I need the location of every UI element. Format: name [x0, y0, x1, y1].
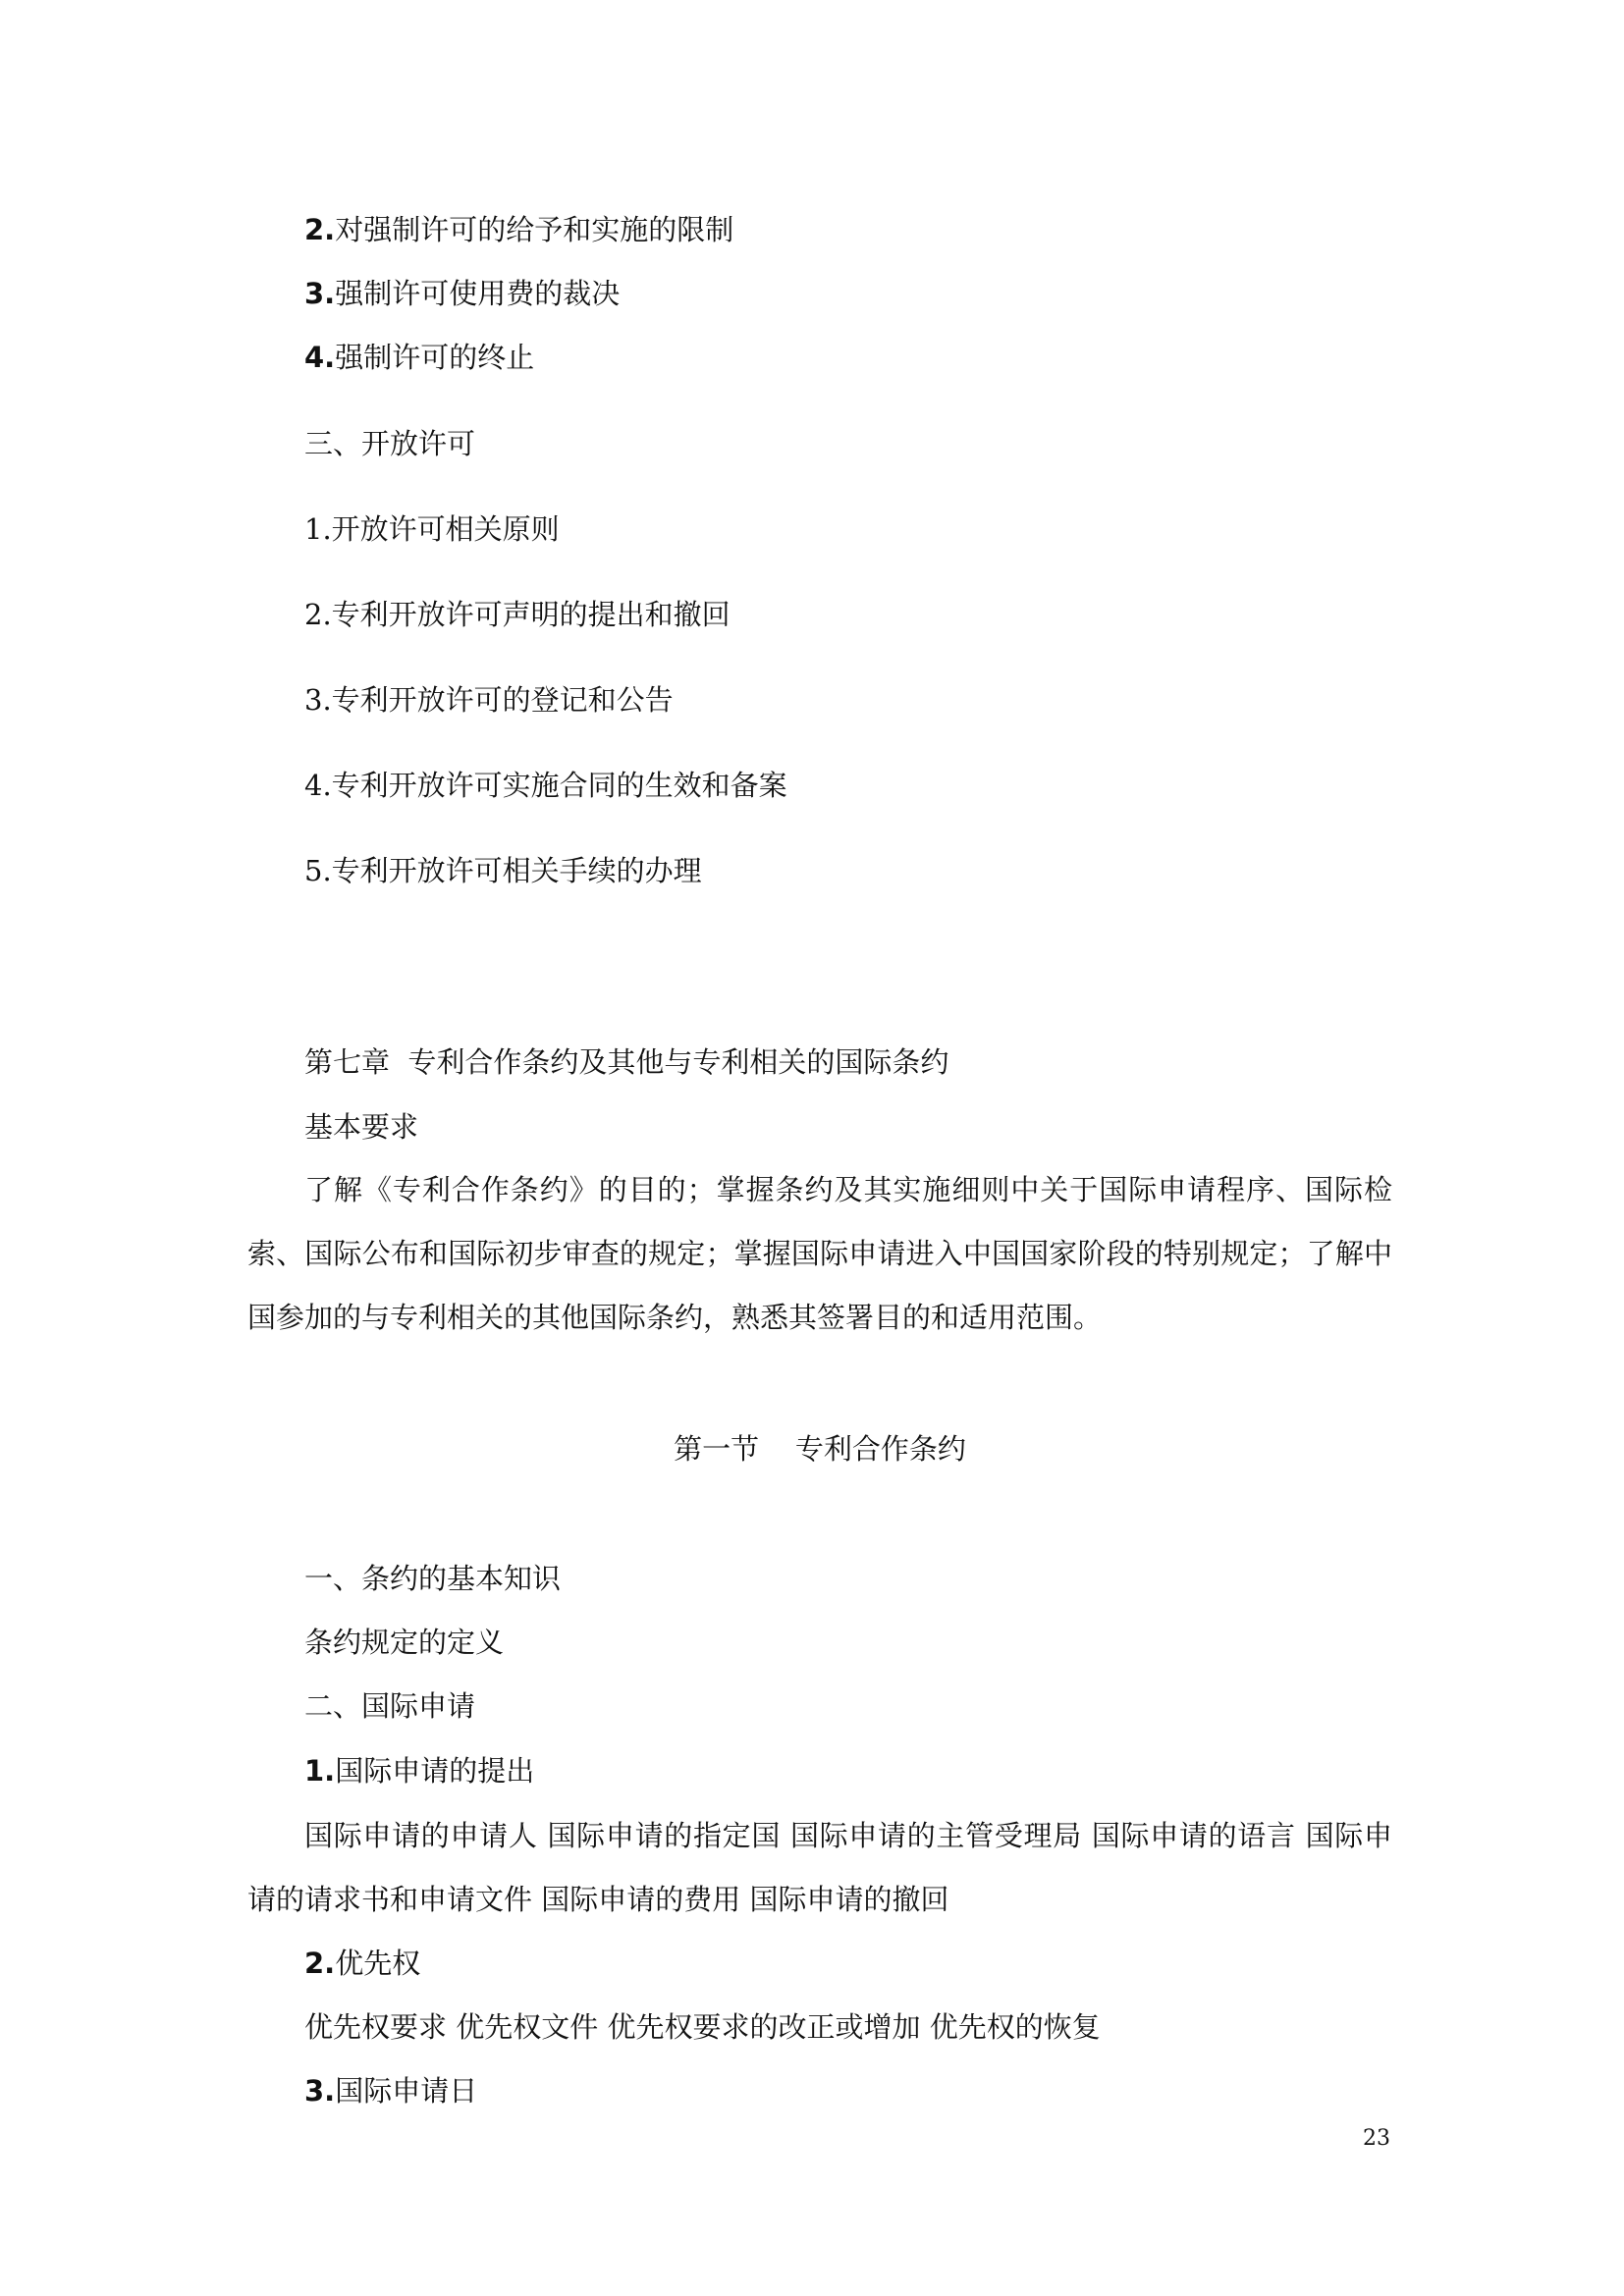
- item-text: 专利开放许可实施合同的生效和备案: [331, 769, 787, 802]
- list-item: 条约规定的定义: [304, 1626, 505, 1659]
- basic-requirements-paragraph: 了解《专利合作条约》的目的；掌握条约及其实施细则中关于国际申请程序、国际检索、国际公布和国际初步审查的规定；掌握国际申请进入中国国家阶段的特别规定；了解中国参加的与专利相关的其他国际条约，熟悉其签署目的和适用范围。: [247, 1173, 1392, 1334]
- item-text: 专利开放许可声明的提出和撤回: [331, 598, 731, 631]
- chapter-title: 第七章 专利合作条约及其他与专利相关的国际条约: [304, 1045, 949, 1079]
- item-number: 4.: [304, 341, 336, 374]
- list-item: [304, 853, 702, 888]
- item-number: 4.: [304, 769, 332, 802]
- item-text: 国际申请日: [335, 2074, 478, 2108]
- basic-requirements-heading: 基本要求: [304, 1110, 419, 1144]
- item-number: 2.: [304, 598, 332, 631]
- list-item: [304, 768, 787, 803]
- item-number: 3.: [304, 2074, 336, 2108]
- term: 国际申请的请求书和申请文件: [247, 1819, 1392, 1916]
- item-text: 对强制许可的给予和实施的限制: [335, 213, 734, 246]
- term: 优先权文件: [456, 2010, 599, 2044]
- page-number: 23: [1363, 2126, 1390, 2151]
- part-heading: 二、国际申请: [304, 1689, 476, 1723]
- item-number: 5.: [304, 854, 332, 887]
- term: 国际申请的语言: [1091, 1819, 1296, 1852]
- item-text: 专利开放许可的登记和公告: [331, 683, 674, 717]
- list-item: [304, 212, 733, 247]
- section-title: 第一节 专利合作条约: [674, 1432, 966, 1466]
- item-text: 强制许可使用费的裁决: [335, 277, 621, 310]
- list-item: [304, 682, 674, 718]
- filing-terms: [247, 1804, 1392, 1932]
- item-number: 1.: [304, 512, 332, 546]
- term: 国际申请的撤回: [749, 1883, 949, 1916]
- list-item: [304, 1946, 420, 1981]
- priority-terms: [304, 2009, 1101, 2045]
- term: 国际申请的主管受理局: [789, 1819, 1082, 1852]
- list-item: [304, 597, 731, 632]
- list-item: [304, 340, 534, 375]
- list-item: [304, 1753, 534, 1789]
- item-text: 国际申请的提出: [335, 1754, 535, 1788]
- item-number: 3.: [304, 683, 332, 717]
- term: 优先权要求的改正或增加: [607, 2010, 921, 2044]
- list-item: [304, 276, 620, 311]
- item-text: 优先权: [335, 1947, 421, 1980]
- item-text: 专利开放许可相关手续的办理: [331, 854, 702, 887]
- item-text: 强制许可的终止: [335, 341, 535, 374]
- term: 优先权要求: [304, 2010, 448, 2044]
- list-item: [304, 2073, 477, 2109]
- term: 国际申请的指定国: [547, 1819, 782, 1852]
- section-heading: 三、开放许可: [304, 427, 476, 460]
- item-number: 2.: [304, 1947, 336, 1980]
- item-number: 1.: [304, 1754, 336, 1788]
- term: 国际申请的申请人: [304, 1819, 538, 1852]
- item-text: 开放许可相关原则: [331, 512, 560, 546]
- term: 优先权的恢复: [929, 2010, 1101, 2044]
- item-number: 3.: [304, 277, 336, 310]
- item-number: 2.: [304, 213, 336, 246]
- term: 国际申请的费用: [541, 1883, 741, 1916]
- part-heading: 一、条约的基本知识: [304, 1562, 562, 1595]
- list-item: [304, 511, 560, 547]
